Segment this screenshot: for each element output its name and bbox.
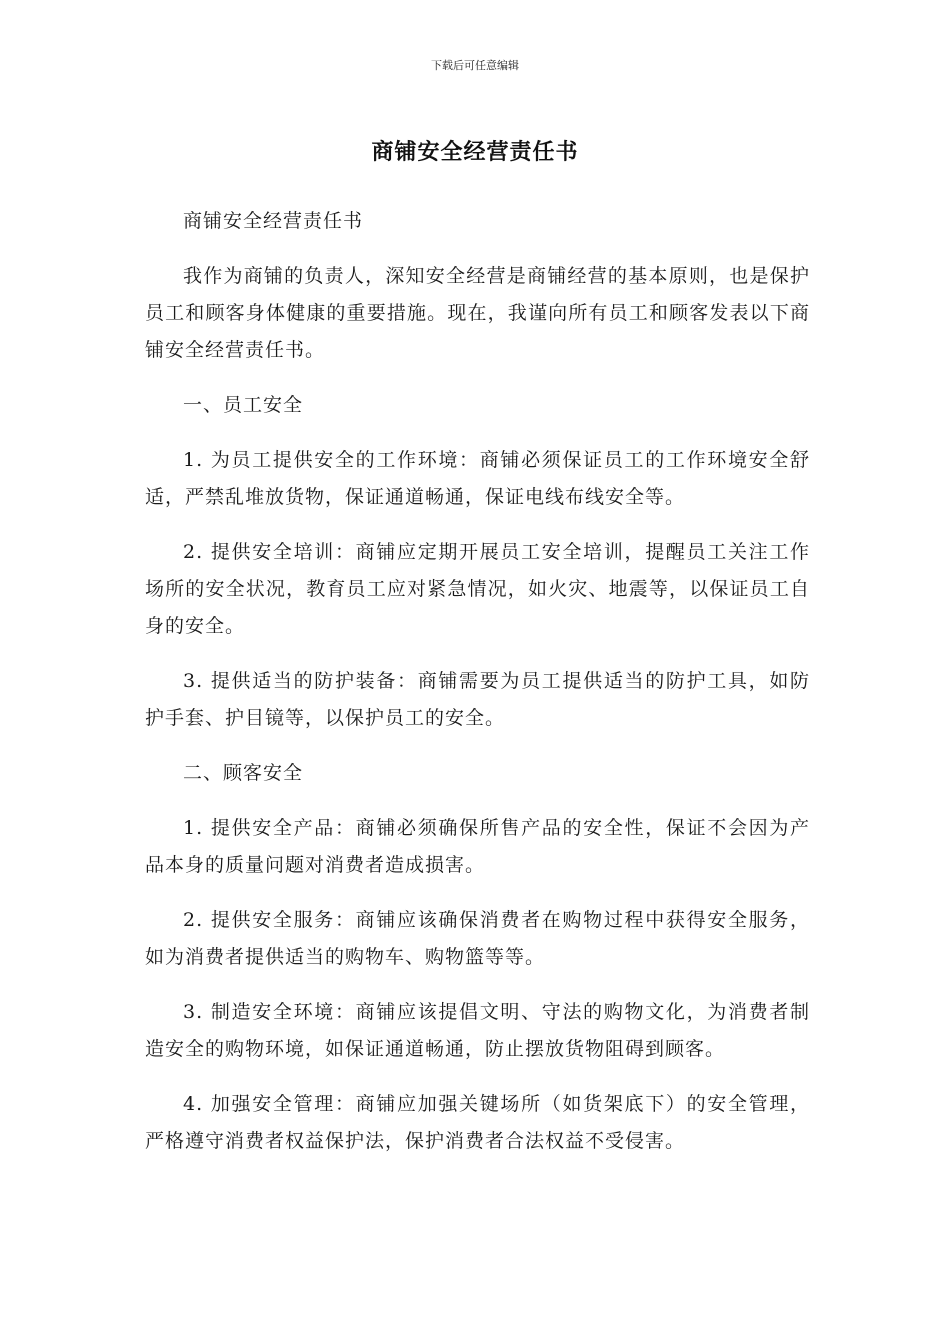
subtitle-paragraph: 商铺安全经营责任书: [183, 210, 364, 232]
document-title: 商铺安全经营责任书: [371, 140, 579, 165]
customer-item-3: 3. 制造安全环境：商铺应该提倡文明、守法的购物文化，为消费者制造安全的购物环境，如保证通道畅通，防止摆放货物阻碍到顾客。: [145, 1001, 810, 1060]
header-note: 下载后可任意编辑: [431, 59, 519, 72]
document-body: [145, 203, 810, 1178]
intro-paragraph: 我作为商铺的负责人，深知安全经营是商铺经营的基本原则，也是保护员工和顾客身体健康的重要措施。现在，我谨向所有员工和顾客发表以下商铺安全经营责任书。: [145, 265, 810, 361]
section-heading-employee-safety: 一、员工安全: [183, 394, 304, 416]
customer-item-2: 2. 提供安全服务：商铺应该确保消费者在购物过程中获得安全服务，如为消费者提供适当的购物车、购物篮等等。: [145, 909, 810, 968]
section-heading-customer-safety: 二、顾客安全: [183, 762, 304, 784]
employee-item-2: 2. 提供安全培训：商铺应定期开展员工安全培训，提醒员工关注工作场所的安全状况，教育员工应对紧急情况，如火灾、地震等，以保证员工自身的安全。: [145, 541, 810, 637]
employee-item-1: 1. 为员工提供安全的工作环境：商铺必须保证员工的工作环境安全舒适，严禁乱堆放货物，保证通道畅通，保证电线布线安全等。: [145, 449, 810, 508]
employee-item-3: 3. 提供适当的防护装备：商铺需要为员工提供适当的防护工具，如防护手套、护目镜等，以保护员工的安全。: [145, 670, 810, 729]
customer-item-4: 4. 加强安全管理：商铺应加强关键场所（如货架底下）的安全管理，严格遵守消费者权益保护法，保护消费者合法权益不受侵害。: [145, 1093, 810, 1152]
customer-item-1: 1. 提供安全产品：商铺必须确保所售产品的安全性，保证不会因为产品本身的质量问题对消费者造成损害。: [145, 817, 810, 876]
